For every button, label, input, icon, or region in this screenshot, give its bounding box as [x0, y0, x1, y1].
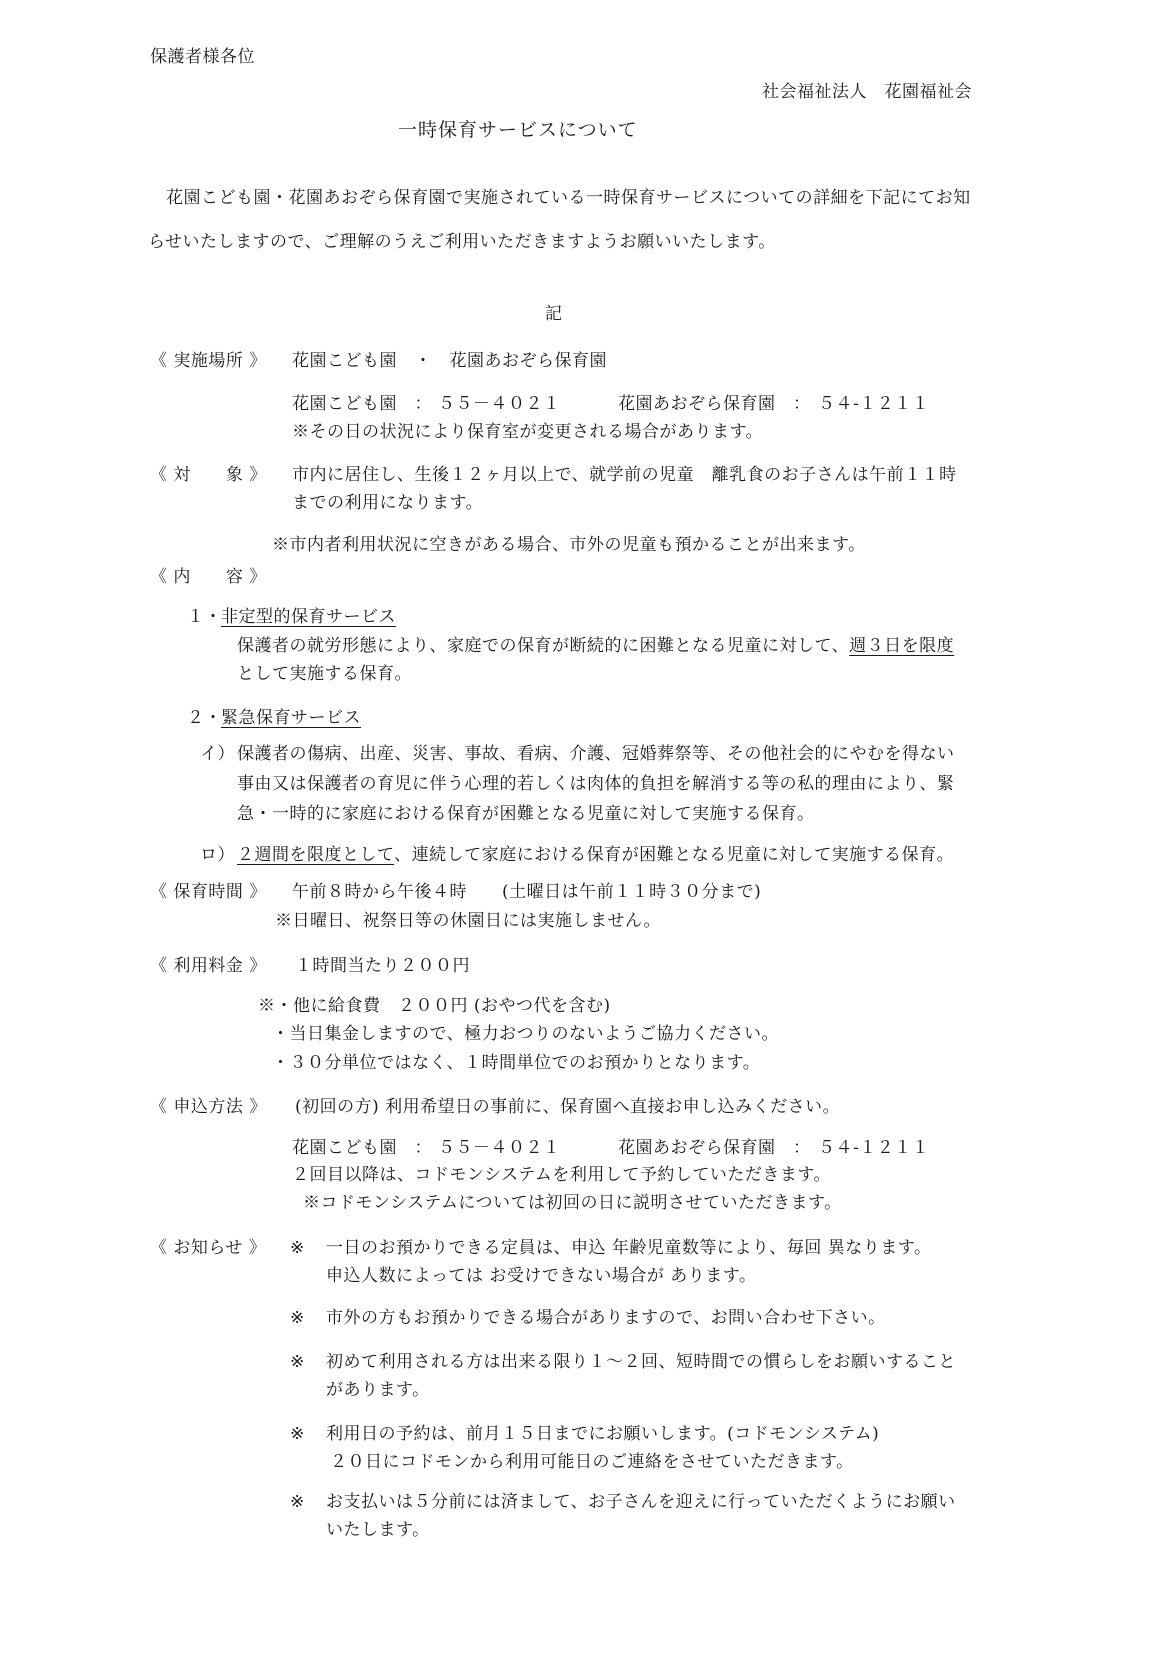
hours-note: ※日曜日、祝祭日等の休園日には実施しません。: [275, 911, 662, 931]
fee-label: 《 利用料金 》: [150, 956, 267, 976]
notice-5-line-2: いたします。: [326, 1520, 430, 1540]
target-label: 《 対 象 》: [150, 465, 267, 485]
target-note: ※市内者利用状況に空きがある場合、市外の児童も預かることが出来ます。: [272, 535, 866, 555]
notice-3-line-1: 初めて利用される方は出来る限り１～２回、短時間での慣らしをお願いすること: [326, 1352, 956, 1372]
hours-value: 午前８時から午後４時 (土曜日は午前１１時３０分まで): [292, 882, 762, 902]
fee-note-2: ・当日集金しますので、極力おつりのないようご協力ください。: [272, 1024, 779, 1044]
document-title: 一時保育サービスについて: [398, 119, 638, 141]
target-line-1: 市内に居住し、生後１２ヶ月以上で、就学前の児童 離乳食のお子さんは午前１１時: [292, 465, 957, 485]
notice-2-line-1: 市外の方もお預かりできる場合がありますので、お問い合わせ下さい。: [326, 1308, 886, 1328]
notice-mark-3: ※: [290, 1352, 305, 1372]
location-phone1-number: ５５－４０２１: [438, 394, 561, 414]
location-value: 花園こども園 ・ 花園あおぞら保育園: [292, 351, 607, 371]
notice-mark-1: ※: [290, 1238, 305, 1258]
item1-line-1: [237, 634, 954, 658]
notice-4-line-2: ２０日にコドモンから利用可能日のご連絡をさせていただきます。: [330, 1452, 854, 1472]
notice-1-line-1: 一日のお預かりできる定員は、申込 年齢児童数等により、毎回 異なります。: [326, 1238, 932, 1258]
location-label: 《 実施場所 》: [150, 351, 267, 371]
item2-title: 緊急保育サービス: [221, 708, 361, 728]
apply-phone1-name: 花園こども園 ：: [292, 1138, 432, 1158]
intro-line-2: らせいたしますので、ご理解のうえご利用いただきますようお願いいたします。: [148, 232, 776, 252]
target-line-2: までの利用になります。: [292, 493, 484, 513]
apply-label: 《 申込方法 》: [150, 1097, 267, 1117]
apply-note: ※コドモンシステムについては初回の日に説明させていただきます。: [303, 1193, 842, 1213]
notice-3-line-2: があります。: [326, 1380, 430, 1400]
notice-mark-5: ※: [290, 1492, 305, 1512]
addressee: 保護者様各位: [150, 47, 255, 67]
apply-phone1-number: ５５－４０２１: [438, 1138, 561, 1158]
sub-i-line-2: 事由又は保護者の育児に伴う心理的若しくは肉体的負担を解消する等の私的理由により、緊: [237, 774, 955, 794]
sub-ro-line: [237, 843, 954, 867]
sender-organization: 社会福祉法人 花園福祉会: [762, 82, 972, 102]
fee-note-3: ・３０分単位ではなく、１時間単位でのお預かりとなります。: [272, 1053, 761, 1073]
fee-value: １時間当たり２００円: [295, 956, 470, 976]
ki-heading: 記: [545, 304, 563, 324]
sub-ro-limit-text: ２週間を限度として: [237, 845, 395, 865]
apply-line-2: ２回目以降は、コドモンシステムを利用して予約していただきます。: [292, 1165, 832, 1185]
apply-phone2-number: ５４-１２１１: [818, 1138, 930, 1158]
location-phone2-name: 花園あおぞら保育園 ：: [618, 394, 811, 414]
item2-number: ２・: [187, 708, 222, 728]
apply-value: (初回の方) 利用希望日の事前に、保育園へ直接お申し込みください。: [295, 1097, 841, 1117]
notice-5-line-1: お支払いは５分前には済まして、お子さんを迎えに行っていただくようにお願い: [326, 1492, 956, 1512]
sub-i-line-1: 保護者の傷病、出産、災害、事故、看病、介護、冠婚葬祭等、その他社会的にやむを得ない: [237, 744, 955, 764]
item1-line-2: として実施する保育。: [237, 664, 412, 684]
item1-title: 非定型的保育サービス: [221, 607, 396, 627]
notice-label: 《 お知らせ 》: [150, 1238, 267, 1258]
notice-mark-2: ※: [290, 1308, 305, 1328]
fee-note-1: ※・他に給食費 ２００円 (おやつ代を含む): [258, 996, 611, 1016]
notice-mark-4: ※: [290, 1424, 305, 1444]
apply-phone2-name: 花園あおぞら保育園 ：: [618, 1138, 811, 1158]
content-label: 《 内 容 》: [150, 567, 267, 587]
notice-1-line-2: 申込人数によっては お受けできない場合が あります。: [326, 1266, 757, 1286]
location-phone2-number: ５４-１２１１: [818, 394, 930, 414]
intro-line-1: 花園こども園・花園あおぞら保育園で実施されている一時保育サービスについての詳細を下記にてお知: [166, 188, 971, 208]
item1-limit-text: 週３日を限度: [849, 636, 955, 656]
sub-i-line-3: 急・一時的に家庭における保育が困難となる児童に対して実施する保育。: [237, 804, 815, 824]
location-note: ※その日の状況により保育室が変更される場合があります。: [292, 422, 764, 442]
location-phone1-name: 花園こども園 ：: [292, 394, 432, 414]
item1-number: １・: [187, 607, 222, 627]
item1-line-1-text: 保護者の就労形態により、家庭での保育が断続的に困難となる児童に対して、: [237, 636, 850, 656]
sub-ro-text: 、連続して家庭における保育が困難となる児童に対して実施する保育。: [394, 845, 955, 865]
notice-4-line-1: 利用日の予約は、前月１５日までにお願いします。(コドモンシステム): [326, 1424, 880, 1444]
hours-label: 《 保育時間 》: [150, 882, 267, 902]
sub-i-mark: イ）: [200, 744, 235, 764]
sub-ro-mark: ロ）: [200, 845, 235, 865]
